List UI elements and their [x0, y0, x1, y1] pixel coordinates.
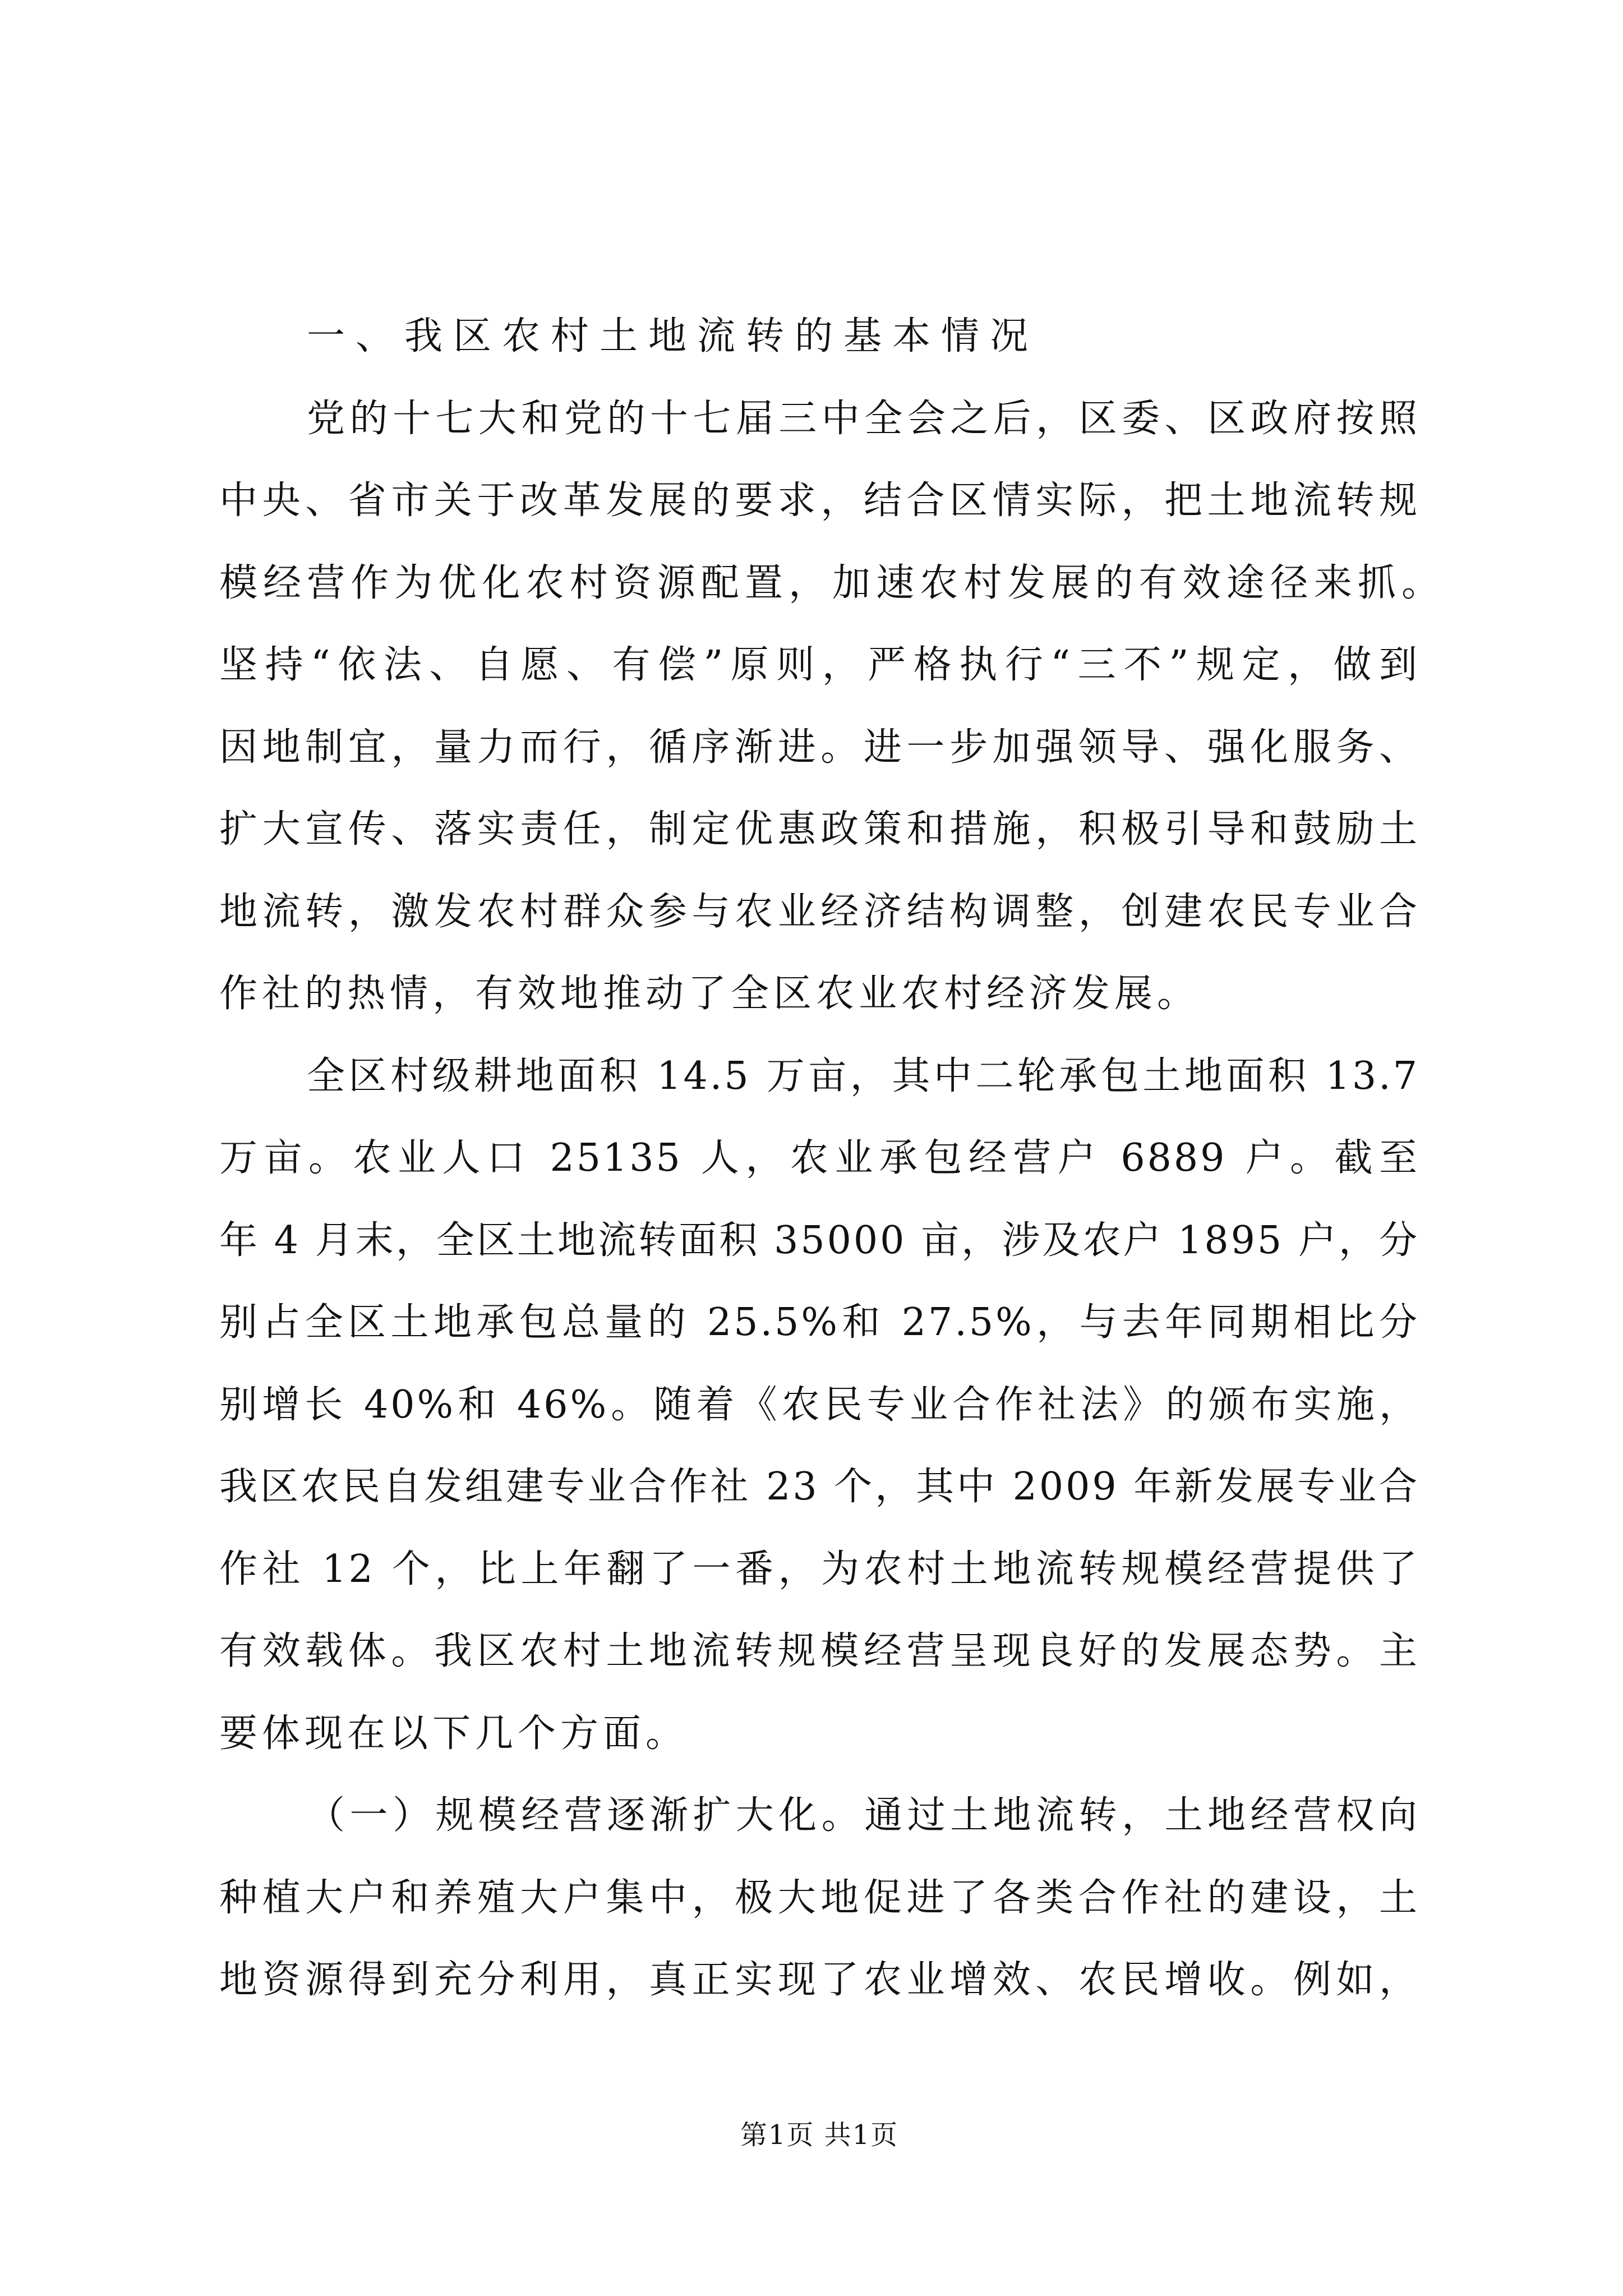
- paragraph-line: 坚持“依法、自愿、有偿”原则，严格执行“三不”规定，做到: [219, 643, 1419, 687]
- page-footer: 第1页 共1页: [740, 2119, 899, 2151]
- paragraph-line: 地资源得到充分利用，真正实现了农业增效、农民增收。例如，: [219, 1958, 1419, 2002]
- paragraph-1: [219, 378, 1442, 1036]
- paragraph-line: 有效载体。我区农村土地流转规模经营呈现良好的发展态势。主: [219, 1629, 1419, 1673]
- paragraph-line: 地流转，激发农村群众参与农业经济结构调整，创建农民专业合: [219, 889, 1419, 934]
- paragraph-line: 别增长 40%和 46%。随着《农民专业合作社法》的颁布实施，: [219, 1382, 1419, 1427]
- paragraph-line: 别占全区土地承包总量的 25.5%和 27.5%，与去年同期相比分: [219, 1300, 1419, 1345]
- paragraph-line: 党的十七大和党的十七届三中全会之后，区委、区政府按照: [307, 396, 1419, 441]
- paragraph-line: 扩大宣传、落实责任，制定优惠政策和措施，积极引导和鼓励土: [219, 807, 1419, 852]
- paragraph-line: 作社 12 个，比上年翻了一番，为农村土地流转规模经营提供了: [219, 1547, 1419, 1591]
- paragraph-3: [219, 1775, 1419, 2022]
- paragraph-line: 中央、省市关于改革发展的要求，结合区情实际，把土地流转规: [219, 478, 1419, 523]
- paragraph-line: （一）规模经营逐渐扩大化。通过土地流转，土地经营权向: [307, 1793, 1419, 1838]
- paragraph-2: [219, 1036, 1419, 1775]
- paragraph-line: 年 4 月末，全区土地流转面积 35000 亩，涉及农户 1895 户，分: [219, 1218, 1419, 1263]
- section-heading: 一、我区农村土地流转的基本情况: [307, 314, 1039, 358]
- paragraph-line: 作社的热情，有效地推动了全区农业农村经济发展。: [219, 972, 1200, 1016]
- paragraph-line: 全区村级耕地面积 14.5 万亩，其中二轮承包土地面积 13.7: [307, 1053, 1419, 1098]
- paragraph-line: 模经营作为优化农村资源配置，加速农村发展的有效途径来抓。: [219, 560, 1442, 605]
- paragraph-line: 种植大户和养殖大户集中，极大地促进了各类合作社的建设，土: [219, 1875, 1419, 1920]
- paragraph-line: 我区农民自发组建专业合作社 23 个，其中 2009 年新发展专业合: [219, 1465, 1419, 1509]
- paragraph-line: 因地制宜，量力而行，循序渐进。进一步加强领导、强化服务、: [219, 725, 1419, 770]
- paragraph-line: 要体现在以下几个方面。: [219, 1711, 689, 1756]
- document-body: [219, 296, 1442, 2022]
- paragraph-line: 万亩。农业人口 25135 人，农业承包经营户 6889 户。截至: [219, 1136, 1419, 1180]
